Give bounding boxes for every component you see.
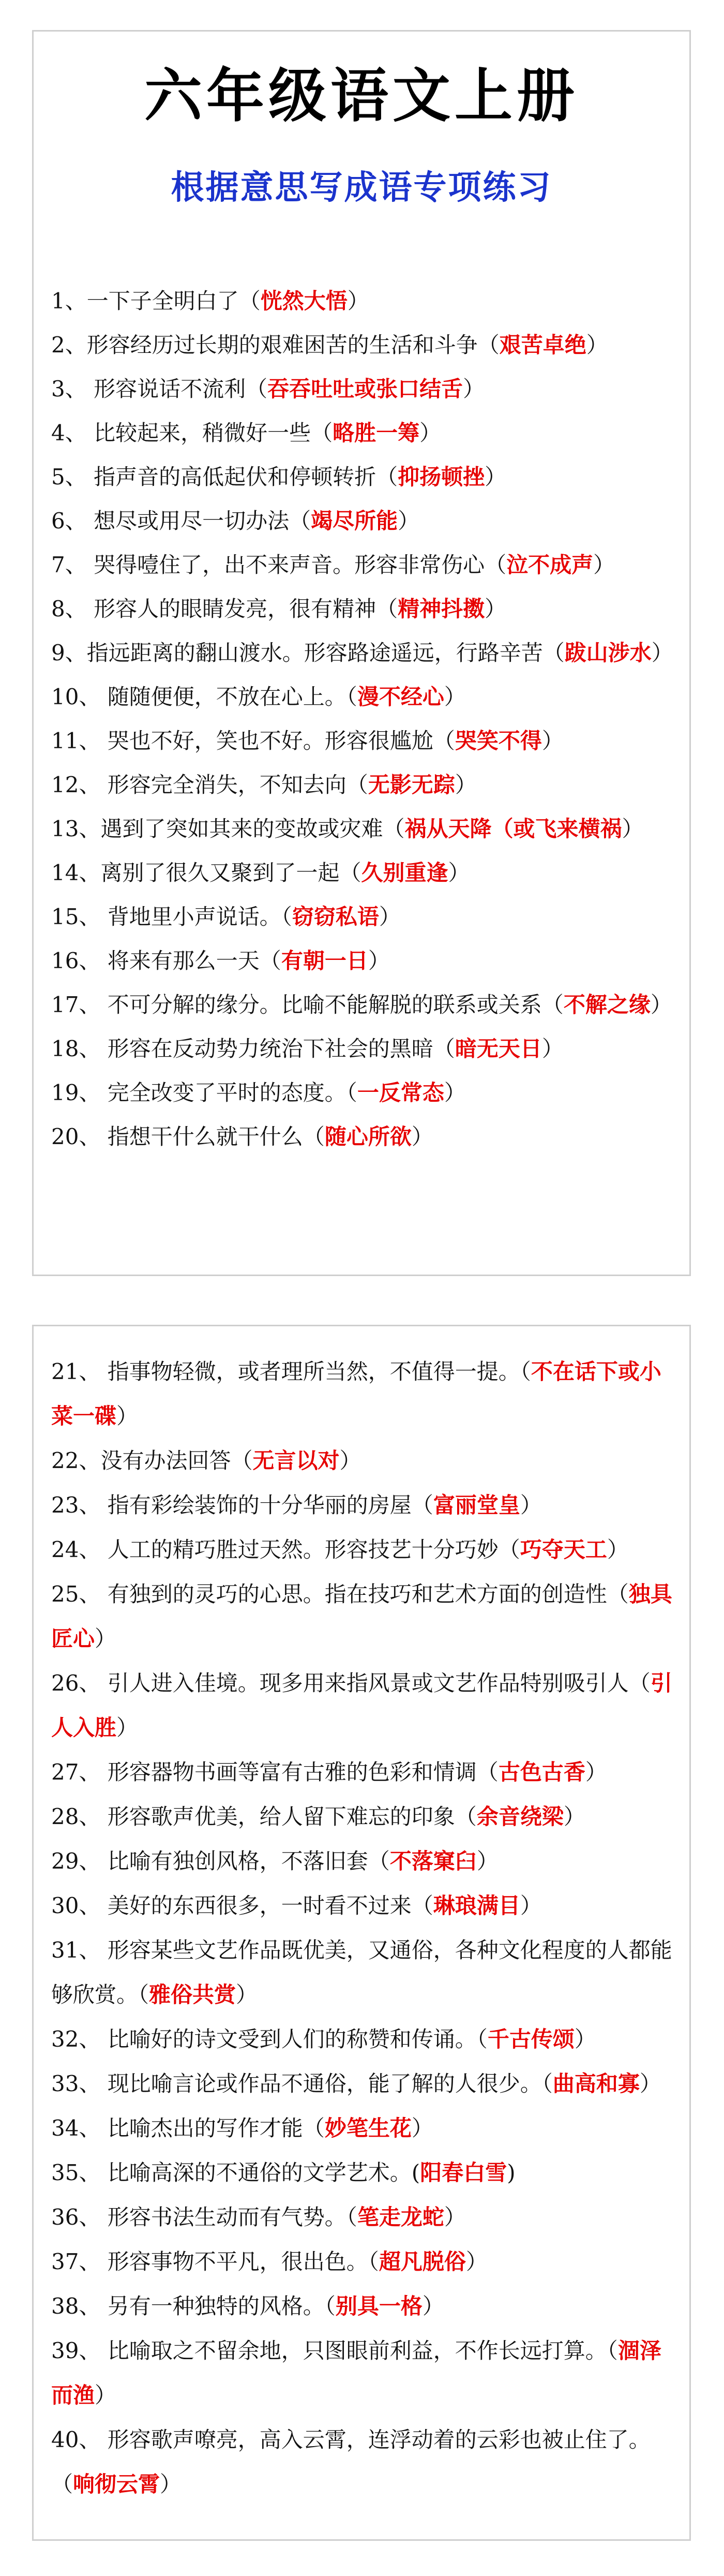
item-definition: 形容事物不平凡，很出色。（ <box>100 2249 379 2274</box>
item-number: 18、 <box>51 1036 101 1061</box>
item-close-paren: ） <box>639 2071 661 2096</box>
idiom-item <box>51 411 680 455</box>
item-close-paren: ） <box>419 420 442 446</box>
item-close-paren: ） <box>485 596 507 621</box>
item-definition: 指远距离的翻山渡水。形容路途遥远，行路辛苦（ <box>86 640 565 665</box>
item-answer: 泣不成声 <box>506 552 594 578</box>
idiom-item <box>51 2418 680 2507</box>
idiom-item <box>51 1439 680 1483</box>
item-definition: 离别了很久又聚到了一起（ <box>100 860 361 885</box>
idiom-item <box>51 1350 680 1439</box>
item-close-paren: ） <box>422 2293 444 2319</box>
item-number: 31、 <box>51 1937 101 1963</box>
item-answer: 超凡脱俗 <box>379 2249 466 2274</box>
item-number: 35、 <box>51 2160 101 2185</box>
idiom-item <box>51 543 680 587</box>
item-number: 22、 <box>51 1448 101 1473</box>
item-close-paren: ） <box>593 552 615 578</box>
item-answer: 千古传颂 <box>487 2026 575 2052</box>
item-answer: 竭尽所能 <box>311 508 398 534</box>
idiom-item <box>51 719 680 763</box>
item-close-paren: ） <box>455 772 477 797</box>
item-close-paren: ） <box>411 1124 433 1149</box>
item-number: 26、 <box>51 1670 101 1696</box>
item-number: 38、 <box>51 2293 101 2319</box>
idiom-item <box>51 2329 680 2418</box>
item-number: 11、 <box>51 728 101 753</box>
item-close-paren: ） <box>585 1759 607 1785</box>
item-close-paren: ） <box>368 948 390 973</box>
idiom-item <box>51 587 680 631</box>
idiom-item <box>51 279 680 323</box>
item-number: 25、 <box>51 1581 101 1607</box>
item-definition: 比喻杰出的写作才能（ <box>100 2115 325 2141</box>
idiom-list-part-2 <box>51 1350 680 2507</box>
item-number: 12、 <box>51 772 101 797</box>
item-answer: 不解之缘 <box>563 992 651 1017</box>
item-close-paren: ） <box>444 2204 466 2230</box>
item-answer: 有朝一日 <box>281 948 368 973</box>
item-answer: 曲高和寡 <box>552 2071 640 2096</box>
item-definition: 美好的东西很多，一时看不过来（ <box>100 1893 433 1918</box>
item-definition: 形容器物书画等富有古雅的色彩和情调（ <box>100 1759 499 1785</box>
item-number: 3、 <box>51 376 87 402</box>
idiom-item <box>51 1483 680 1528</box>
idiom-item <box>51 2017 680 2062</box>
item-answer: 祸从天降（或飞来横祸 <box>404 816 622 841</box>
item-definition: 有独到的灵巧的心思。指在技巧和艺术方面的创造性（ <box>100 1581 629 1607</box>
item-number: 36、 <box>51 2204 101 2230</box>
item-definition: 完全改变了平时的态度。（ <box>100 1080 357 1105</box>
item-answer: 哭笑不得 <box>455 728 542 753</box>
item-close-paren: ） <box>398 508 420 534</box>
item-definition: 引人进入佳境。现多用来指风景或文艺作品特别吸引人（ <box>100 1670 651 1696</box>
idiom-item <box>51 1071 680 1115</box>
item-definition: 比喻高深的不通俗的文学艺术。( <box>100 2160 420 2185</box>
item-number: 2、 <box>51 332 87 358</box>
item-close-paren: ） <box>347 288 369 314</box>
item-close-paren: ） <box>574 2026 596 2052</box>
item-definition: 形容书法生动而有气势。（ <box>100 2204 357 2230</box>
item-number: 14、 <box>51 860 101 885</box>
item-number: 23、 <box>51 1492 101 1518</box>
item-number: 32、 <box>51 2026 101 2052</box>
item-definition: 哭得噎住了，出不来声音。形容非常伤心（ <box>86 552 507 578</box>
item-answer: 别具一格 <box>335 2293 423 2319</box>
idiom-item <box>51 323 680 367</box>
item-close-paren: ） <box>586 332 608 358</box>
item-number: 39、 <box>51 2338 101 2363</box>
item-answer: 吞吞吐吐或张口结舌 <box>267 376 463 402</box>
item-number: 20、 <box>51 1124 101 1149</box>
item-definition: 比喻有独创风格，不落旧套（ <box>100 1848 390 1874</box>
item-answer: 富丽堂皇 <box>433 1492 520 1518</box>
idiom-item <box>51 1661 680 1750</box>
item-definition: 形容歌声嘹亮，高入云霄，连浮动着的云彩也被止住了。（ <box>51 2427 651 2497</box>
worksheet-card-part-1 <box>32 30 691 1276</box>
item-definition: 不可分解的缘分。比喻不能解脱的联系或关系（ <box>100 992 564 1017</box>
idiom-item <box>51 2240 680 2284</box>
worksheet-card-part-2 <box>32 1325 691 2541</box>
item-close-paren: ） <box>485 464 507 490</box>
item-number: 33、 <box>51 2071 101 2096</box>
item-close-paren: ） <box>444 684 466 709</box>
idiom-item <box>51 631 680 675</box>
item-close-paren: ） <box>339 1448 361 1473</box>
item-answer: 不在话下或小菜一碟 <box>51 1359 661 1429</box>
idiom-item <box>51 763 680 807</box>
item-number: 5、 <box>51 464 87 490</box>
item-definition: 现比喻言论或作品不通俗，能了解的人很少。（ <box>100 2071 553 2096</box>
idiom-item <box>51 675 680 719</box>
item-close-paren: ） <box>236 1982 258 2007</box>
idiom-item <box>51 2195 680 2240</box>
item-answer: 响彻云霄 <box>73 2471 160 2497</box>
idiom-item <box>51 1528 680 1572</box>
item-number: 4、 <box>51 420 87 446</box>
item-close-paren: ） <box>116 1403 139 1429</box>
item-close-paren: ） <box>520 1893 542 1918</box>
item-number: 21、 <box>51 1359 101 1384</box>
item-close-paren: ） <box>650 992 672 1017</box>
item-answer: 阳春白雪 <box>420 2160 507 2185</box>
item-answer: 余音绕梁 <box>476 1804 564 1829</box>
item-close-paren: ） <box>95 2382 117 2408</box>
item-answer: 雅俗共赏 <box>149 1982 236 2007</box>
idiom-list-part-1 <box>51 279 680 1159</box>
item-answer: 古色古香 <box>498 1759 585 1785</box>
item-definition: 指事物轻微，或者理所当然，不值得一提。（ <box>100 1359 531 1384</box>
item-close-paren: ） <box>476 1848 499 1874</box>
idiom-item <box>51 939 680 983</box>
item-answer: 一反常态 <box>357 1080 444 1105</box>
item-definition: 随随便便，不放在心上。（ <box>100 684 357 709</box>
item-definition: 形容在反动势力统治下社会的黑暗（ <box>100 1036 455 1061</box>
idiom-item <box>51 499 680 543</box>
idiom-item <box>51 1884 680 1928</box>
idiom-item <box>51 1572 680 1661</box>
item-answer: 琳琅满目 <box>433 1893 520 1918</box>
idiom-item <box>51 1928 680 2017</box>
item-definition: 比喻好的诗文受到人们的称赞和传诵。（ <box>100 2026 488 2052</box>
item-answer: 巧夺天工 <box>520 1537 607 1562</box>
item-definition: 想尽或用尽一切办法（ <box>86 508 311 534</box>
item-close-paren: ） <box>379 904 401 929</box>
item-number: 34、 <box>51 2115 101 2141</box>
item-definition: 遇到了突如其来的变故或灾难（ <box>100 816 405 841</box>
item-number: 24、 <box>51 1537 101 1562</box>
item-close-paren: ） <box>160 2471 182 2497</box>
item-number: 27、 <box>51 1759 101 1785</box>
item-answer: 略胜一筹 <box>333 420 420 446</box>
item-definition: 没有办法回答（ <box>100 1448 253 1473</box>
item-definition: 形容说话不流利（ <box>86 376 268 402</box>
item-definition: 哭也不好，笑也不好。形容很尴尬（ <box>100 728 455 753</box>
idiom-item <box>51 895 680 939</box>
idiom-item <box>51 2062 680 2106</box>
item-number: 29、 <box>51 1848 101 1874</box>
item-definition: 形容完全消失，不知去向（ <box>100 772 368 797</box>
idiom-item <box>51 1027 680 1071</box>
item-answer: 抑扬顿挫 <box>398 464 485 490</box>
item-number: 8、 <box>51 596 87 621</box>
item-definition: 形容歌声优美，给人留下难忘的印象（ <box>100 1804 477 1829</box>
item-number: 1、 <box>51 288 87 314</box>
idiom-item <box>51 807 680 851</box>
item-answer: 暗无天日 <box>455 1036 542 1061</box>
idiom-item <box>51 1750 680 1795</box>
item-definition: 指声音的高低起伏和停顿转折（ <box>86 464 398 490</box>
item-answer: 无影无踪 <box>368 772 455 797</box>
item-answer: 独具匠心 <box>51 1581 672 1651</box>
item-close-paren: ） <box>411 2115 433 2141</box>
idiom-item <box>51 851 680 895</box>
idiom-item <box>51 1795 680 1839</box>
item-answer: 跋山涉水 <box>564 640 652 665</box>
item-definition: 指想干什么就干什么（ <box>100 1124 325 1149</box>
item-close-paren: ） <box>520 1492 542 1518</box>
item-close-paren: ） <box>541 1036 564 1061</box>
idiom-item <box>51 2106 680 2151</box>
item-close-paren: ） <box>563 1804 585 1829</box>
item-definition: 形容经历过长期的艰难困苦的生活和斗争（ <box>86 332 500 358</box>
item-close-paren: ） <box>622 816 644 841</box>
idiom-item <box>51 2151 680 2195</box>
item-answer: 随心所欲 <box>324 1124 412 1149</box>
item-number: 10、 <box>51 684 101 709</box>
item-number: 16、 <box>51 948 101 973</box>
item-close-paren: ） <box>465 2249 488 2274</box>
item-answer: 恍然大悟 <box>260 288 348 314</box>
page-subtitle: 根据意思写成语专项练习 <box>171 168 552 207</box>
item-definition: 形容某些文艺作品既优美，又通俗，各种文化程度的人都能够欣赏。（ <box>51 1937 672 2007</box>
item-definition: 人工的精巧胜过天然。形容技艺十分巧妙（ <box>100 1537 520 1562</box>
item-close-paren: ） <box>444 1080 466 1105</box>
item-answer: 不落窠臼 <box>389 1848 477 1874</box>
item-definition: 将来有那么一天（ <box>100 948 281 973</box>
item-answer: 漫不经心 <box>357 684 444 709</box>
idiom-item <box>51 983 680 1027</box>
item-answer: 艰苦卓绝 <box>499 332 586 358</box>
item-answer: 涸泽而渔 <box>51 2338 661 2408</box>
item-answer: 窃窃私语 <box>292 904 379 929</box>
item-number: 6、 <box>51 508 87 534</box>
item-definition: 另有一种独特的风格。（ <box>100 2293 336 2319</box>
item-number: 19、 <box>51 1080 101 1105</box>
item-definition: 比较起来，稍微好一些（ <box>86 420 333 446</box>
item-close-paren: ） <box>541 728 564 753</box>
item-close-paren: ） <box>651 640 673 665</box>
idiom-item <box>51 1115 680 1159</box>
item-close-paren: ） <box>116 1715 139 1740</box>
item-definition: 形容人的眼睛发亮，很有精神（ <box>86 596 398 621</box>
item-answer: 妙笔生花 <box>324 2115 412 2141</box>
item-definition: 一下子全明白了（ <box>86 288 261 314</box>
item-close-paren: ） <box>448 860 470 885</box>
item-answer: 引人入胜 <box>51 1670 672 1740</box>
item-answer: 笔走龙蛇 <box>357 2204 444 2230</box>
item-close-paren: ） <box>463 376 485 402</box>
item-number: 30、 <box>51 1893 101 1918</box>
item-answer: 无言以对 <box>252 1448 340 1473</box>
item-number: 17、 <box>51 992 101 1017</box>
item-close-paren: ) <box>507 2160 516 2185</box>
item-definition: 背地里小声说话。（ <box>100 904 292 929</box>
idiom-item <box>51 1839 680 1884</box>
item-number: 9、 <box>51 640 87 665</box>
item-definition: 指有彩绘装饰的十分华丽的房屋（ <box>100 1492 433 1518</box>
item-answer: 久别重逢 <box>361 860 448 885</box>
item-number: 28、 <box>51 1804 101 1829</box>
item-close-paren: ） <box>607 1537 629 1562</box>
page-title: 六年级语文上册 <box>144 62 579 130</box>
item-number: 37、 <box>51 2249 101 2274</box>
item-number: 15、 <box>51 904 101 929</box>
item-number: 13、 <box>51 816 101 841</box>
idiom-item <box>51 367 680 411</box>
item-answer: 精神抖擞 <box>398 596 485 621</box>
item-number: 40、 <box>51 2427 101 2452</box>
idiom-item <box>51 2284 680 2329</box>
item-number: 7、 <box>51 552 87 578</box>
idiom-item <box>51 455 680 499</box>
item-close-paren: ） <box>95 1626 117 1651</box>
item-definition: 比喻取之不留余地，只图眼前利益，不作长远打算。（ <box>100 2338 618 2363</box>
